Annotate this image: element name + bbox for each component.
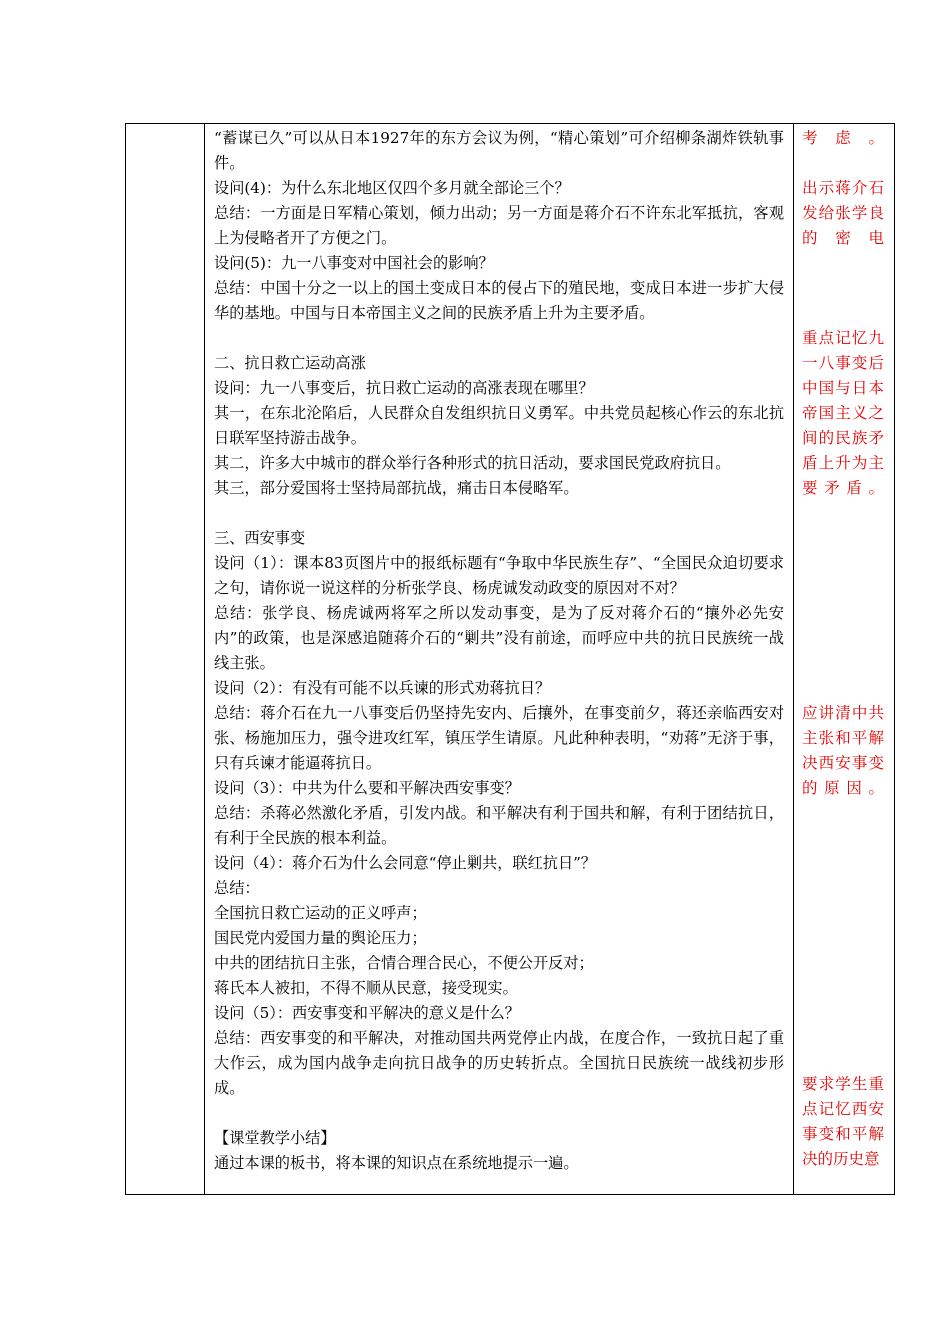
- teacher-note-1: 考虑。: [802, 129, 884, 147]
- content-paragraph: 三、西安事变: [214, 529, 306, 547]
- content-paragraph: 二、抗日救亡运动高涨: [214, 354, 366, 372]
- content-paragraph: 其二，许多大中城市的群众举行各种形式的抗日活动，要求国民党政府抗日。: [214, 454, 731, 472]
- content-paragraph: 设问（5）：西安事变和平解决的意义是什么？: [214, 1004, 520, 1022]
- content-paragraph: 其一，在东北沦陷后，人民群众自发组织抗日义勇军。中共党员起核心作云的东北抗日联军坚持游击战争。: [214, 404, 784, 447]
- blank-line: [214, 501, 784, 526]
- content-paragraph: 总结：杀蒋必然激化矛盾，引发内战。和平解决有利于国共和解，有利于团结抗日，有利于全民族的根本利益。: [214, 804, 784, 847]
- content-paragraph: 总结：张学良、杨虎诚两将军之所以发动事变，是为了反对蒋介石的“攘外必先安内”的政策，也是深感追随蒋介石的“剿共”没有前途，而呼应中共的抗日民族统一战线主张。: [214, 604, 784, 672]
- content-paragraph: 设问(4)：为什么东北地区仅四个多月就全部论三个？: [214, 179, 570, 197]
- content-paragraph: 设问（2）：有没有可能不以兵谏的形式劝蒋抗日？: [214, 679, 551, 697]
- lesson-table: [125, 123, 895, 1195]
- content-paragraph: 总结：一方面是日军精心策划，倾力出动；另一方面是蒋介石不许东北军抵抗，客观上为侵略者开了方便之门。: [214, 204, 784, 247]
- teacher-note-3: 重点记忆九一八事变后中国与日本帝国主义之间的民族矛盾上升为主要矛盾。: [802, 329, 884, 497]
- blank-line: [214, 326, 784, 351]
- content-paragraph: 中共的团结抗日主张，合情合理合民心，不便公开反对；: [214, 954, 594, 972]
- content-paragraph: 总结：西安事变的和平解决，对推动国共两党停止内战，在度合作，一致抗日起了重大作云，成为国内战争走向抗日战争的历史转折点。全国抗日民族统一战线初步形成。: [214, 1029, 784, 1097]
- content-paragraph: 设问（4）：蒋介石为什么会同意“停止剿共，联红抗日”？: [214, 854, 597, 872]
- teacher-note-2: 出示蒋介石发给张学良的密电: [802, 179, 884, 247]
- blank-line: [214, 1101, 784, 1126]
- content-paragraph: 设问(5)：九一八事变对中国社会的影响？: [214, 254, 494, 272]
- teacher-note-5: 要求学生重点记忆西安事变和平解决的历史意: [802, 1075, 884, 1168]
- content-paragraph: 蒋氏本人被扣，不得不顺从民意，接受现实。: [214, 979, 518, 997]
- content-paragraph: 设问：九一八事变后，抗日救亡运动的高涨表现在哪里？: [214, 379, 594, 397]
- content-paragraph: 通过本课的板书，将本课的知识点在系统地提示一遍。: [214, 1154, 579, 1172]
- content-paragraph: 设问（3）：中共为什么要和平解决西安事变？: [214, 779, 520, 797]
- content-paragraph: 设问（1）：课本83页图片中的报纸标题有“争取中华民族生存”、“全国民众迫切要求之句，请你说一说这样的分析张学良、杨虎诚发动政变的原因对不对？: [214, 554, 784, 597]
- content-paragraph: 总结：蒋介石在九一八事变后仍坚持先安内、后攘外，在事变前夕，蒋还亲临西安对张、杨施加压力，强令进攻红军，镇压学生请原。凡此种种表明，“劝蒋”无济于事，只有兵谏才能逼蒋抗日。: [214, 704, 784, 772]
- teacher-note-4: 应讲清中共主张和平解决西安事变的原因。: [802, 704, 884, 797]
- lesson-content-column: [214, 126, 784, 1176]
- content-paragraph: 全国抗日救亡运动的正义呼声；: [214, 904, 427, 922]
- content-paragraph: 国民党内爱国力量的舆论压力；: [214, 929, 427, 947]
- column-divider-right: [793, 124, 794, 1194]
- content-paragraph: 总结：中国十分之一以上的国土变成日本的侵占下的殖民地，变成日本进一步扩大侵华的基地。中国与日本帝国主义之间的民族矛盾上升为主要矛盾。: [214, 279, 784, 322]
- column-divider-left: [204, 124, 205, 1194]
- content-paragraph: 其三，部分爱国将士坚持局部抗战，痛击日本侵略军。: [214, 479, 579, 497]
- content-paragraph: 【课堂教学小结】: [214, 1129, 336, 1147]
- content-paragraph: “蓄谋已久”可以从日本1927年的东方会议为例，“精心策划”可介绍柳条湖炸铁轨事件。: [214, 129, 784, 172]
- content-paragraph: 总结：: [214, 879, 260, 897]
